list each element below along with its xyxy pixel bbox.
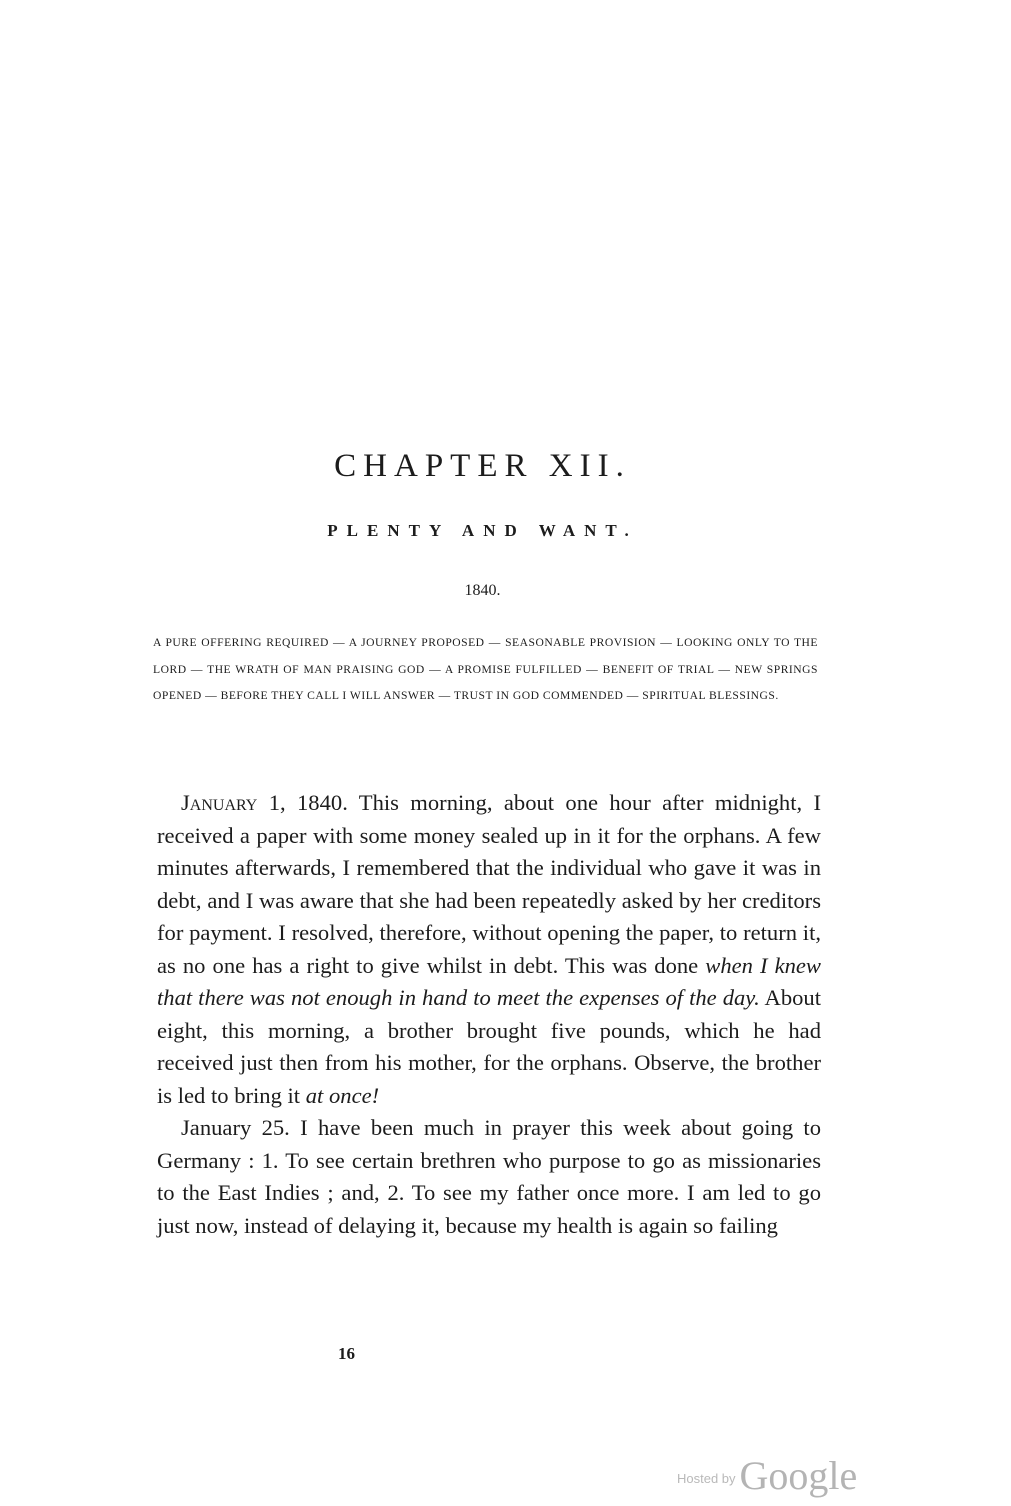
watermark-hosted-text: Hosted by (677, 1471, 736, 1486)
italic-emphasis: when I knew that there was not enough in hand to meet the expenses of the day. (157, 952, 821, 1010)
page-number: 16 (338, 1344, 355, 1363)
chapter-synopsis: A PURE OFFERING REQUIRED — A JOURNEY PROPOSED — SEASONABLE PROVISION — LOOKING ONLY TO THE LORD — THE WRATH OF MAN PRAISING GOD — A PROMISE FULFILLED — BENEFIT OF TRIAL — NEW SPRINGS OPENED — BEFORE THEY CALL I WILL ANSWER — TRUST IN GOD COMMENDED — SPIRITUAL BLESSINGS. (153, 636, 818, 702)
body-text (157, 787, 821, 1242)
italic-emphasis: at once! (305, 1082, 380, 1108)
paragraph-january-1 (157, 787, 821, 1112)
paragraph-text: About eight, this morning, a brother brought five pounds, which he had received just then from his mother, for the orphans. Observe, the brother is led to bring it (157, 985, 821, 1108)
chapter-title: CHAPTER XII. (334, 448, 631, 484)
chapter-subtitle: PLENTY AND WANT. (327, 521, 638, 540)
google-logo: Google (739, 1453, 858, 1498)
chapter-year: 1840. (464, 582, 501, 599)
hosted-by-watermark (677, 1452, 857, 1499)
date-lead: January (181, 790, 258, 815)
date-rest: 1, 1840. (257, 790, 348, 815)
paragraph-text: This morning, about one hour after midnight, I received a paper with some money sealed up in it for the orphans. A few minutes afterwards, I remembered that the individual who gave it was in debt, and I was aware that she had been repeatedly asked by her creditors for payment. I resolved, therefore, without opening the paper, to return it, as no one has a right to give whilst in debt. This was done (157, 790, 821, 978)
paragraph-january-25: January 25. I have been much in prayer this week about going to Germany : 1. To see certain brethren who purpose to go as missionaries to the East Indies ; and, 2. To see my father once more. I am led to go just now, instead of delaying it, because my health is again so failing (157, 1115, 821, 1238)
